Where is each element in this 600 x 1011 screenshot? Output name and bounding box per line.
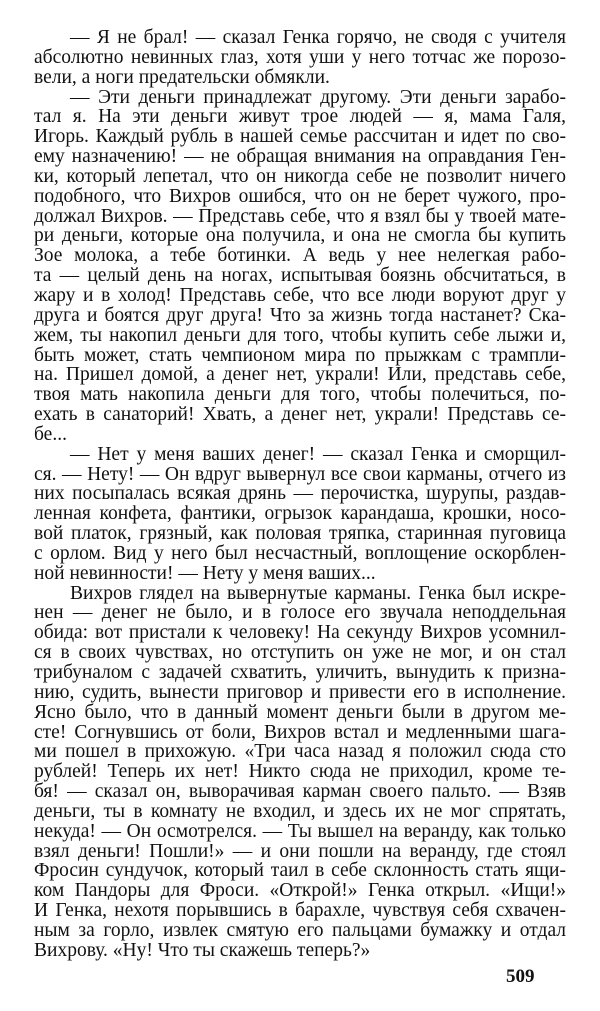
text-line: та — целый день на ногах, испытывая боязнь обсчитаться, в [34,265,566,287]
text-line: — Я не брал! — сказал Генка горячо, не сводя с учителя [70,27,566,48]
text-line: с орлом. Вид у него был несчастный, воплощение оскорблен- [34,542,566,564]
text-line: бе... [34,423,67,445]
text-line: них посыпалась всякая дрянь — перочистка, шурупы, раздав- [34,483,566,505]
text-line: ки, который лепетал, что он никогда себе не позволит ничего [34,165,566,187]
text-line: ри деньги, которые она получила, и она не смогла бы купить [34,225,566,247]
text-line: взял деньги! Пошли!» — и они пошли на веранду, где стоял [34,840,566,862]
text-line: И Генка, нехотя порывшись в барахле, чувствуя себя схвачен- [34,900,566,922]
text-line: ехать в санаторий! Хвать, а денег нет, украли! Представь се- [34,404,566,426]
text-line: Игорь. Каждый рубль в нашей семье рассчитан и идет по сво- [34,126,566,148]
text-line: бя! — сказал он, выворачивая карман своего пальто. — Взяв [34,781,566,803]
paragraph [34,88,566,445]
text-line: ему назначению! — не обращая внимания на оправдания Ген- [34,146,566,168]
text-line: ми пошел в прихожую. «Три часа назад я положил сюда сто [34,741,566,763]
text-line: ленная конфета, фантики, огрызок карандаша, крошки, носо- [34,503,566,525]
text-line: ным за горло, извлек смятую его пальцами бумажку и отдал [34,919,566,941]
text-line: твоя мать накопила деньги для того, чтобы полечиться, по- [34,384,566,406]
text-line: Фросин сундучок, который таил в себе склонность стать ящи- [34,860,566,882]
text-line: жем, ты накопил деньги для того, чтобы купить себе лыжи и, [34,324,566,346]
text-line: нен — денег не было, и в голосе его звучала неподдельная [34,602,566,624]
paragraph [34,28,566,88]
text-line: трибуналом с задачей схватить, уличить, вынудить к призна- [34,662,566,683]
text-line: некуда! — Он осмотрелся. — Ты вышел на веранду, как только [34,820,566,842]
text-line: Зое молока, а тебе ботинки. А ведь у нее нелегкая рабо- [34,245,566,267]
text-line: деньги, ты в комнату не входил, и здесь их не мог спрятать, [34,800,566,822]
text-line: Ясно было, что в данный момент деньги были в другом ме- [34,701,566,723]
text-line: ком Пандоры для Фроси. «Открой!» Генка открыл. «Ищи!» [34,880,566,902]
paragraph [34,445,566,584]
text-line: вой платок, грязный, как половая тряпка, старинная пуговица [34,523,566,545]
text-line: жару и в холод! Представь себе, что все люди воруют друг у [34,284,566,306]
text-line: нию, судить, вынести приговор и привести его в исполнение. [34,681,566,703]
text-line: — Эти деньги принадлежат другому. Эти деньги зарабо- [70,86,566,108]
text-line: тал я. На эти деньги живут трое людей — я, мама Галя, [34,106,566,128]
text-line: обида: вот пристали к человеку! На секунду Вихров усомнил- [34,622,566,644]
text-line: друга и боятся друг друга! Что за жизнь тогда настанет? Ска- [34,304,566,326]
text-line: ся. — Нету! — Он вдруг вывернул все свои карманы, отчего из [34,463,566,485]
text-line: быть может, стать чемпионом мира по прыжкам с трампли- [34,344,566,366]
text-line: Вихров глядел на вывернутые карманы. Генка был искре- [70,582,566,604]
text-line: ся в своих чувствах, но отступить он уже не мог, и он стал [34,642,566,664]
text-line: ной невинности! — Нету у меня ваших... [34,562,376,584]
page-number: 509 [506,966,535,987]
text-line: — Нет у меня ваших денег! — сказал Генка и сморщил- [70,443,566,465]
book-page-text [34,28,566,961]
text-line: на. Пришел домой, а денег нет, украли! Или, представь себе, [34,364,566,386]
text-line: вели, а ноги предательски обмякли. [34,66,330,88]
text-line: Вихрову. «Ну! Что ты скажешь теперь?» [34,939,371,961]
text-line: абсолютно невинных глаз, хотя уши у него тотчас же порозо- [34,46,566,68]
text-line: подобного, что Вихров ошибся, что он не берет чужого, про- [34,185,566,207]
text-line: рублей! Теперь их нет! Никто сюда не приходил, кроме те- [34,761,566,783]
paragraph [34,584,566,961]
text-line: сте! Согнувшись от боли, Вихров встал и медленными шага- [34,721,566,743]
text-line: должал Вихров. — Представь себе, что я взял бы у твоей мате- [34,205,566,227]
